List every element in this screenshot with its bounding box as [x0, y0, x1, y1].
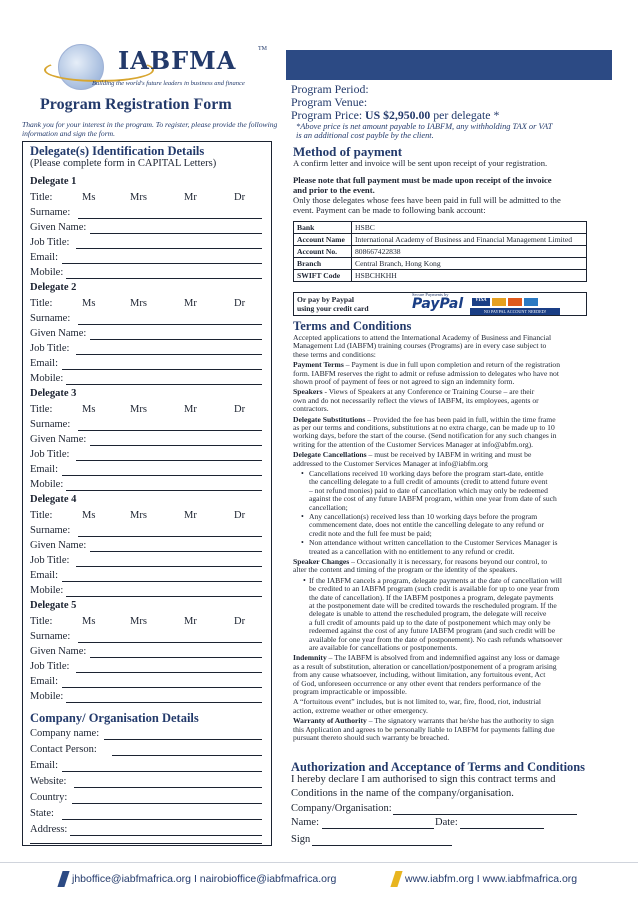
terms-line: as a result of substitution, alteration or cancellation/postponement of a program arising [293, 661, 557, 671]
terms-line: these terms and conditions: [293, 349, 376, 359]
logo-name: IABFMA [118, 46, 237, 75]
delegate-input-line[interactable] [90, 657, 262, 658]
header-banner [286, 50, 612, 80]
terms-line: Accepted applications to attend the International Academy of Business and Financial [293, 333, 552, 342]
terms-text: - Views of Speakers at any Conference or Training Course – are their [322, 387, 535, 397]
delegate-input-line[interactable] [66, 702, 262, 703]
payment-confirm: A confirm letter and invoice will be sent upon receipt of your registration. [293, 158, 548, 168]
intro-text: Thank you for your interest in the program. To register, please provide the following information and sign the form. [22, 120, 278, 138]
terms-line: as per our terms and conditions, substitutions at no extra charge, can be made up to 10 [293, 423, 555, 432]
field-label: Given Name: [30, 434, 87, 445]
field-label: Surname: [30, 419, 71, 430]
title-label: Title: [30, 404, 53, 415]
bullet-icon: • [301, 469, 304, 478]
bullet-line: redeemed against the cost of any future IABFM program (and such credit will be [309, 626, 556, 636]
authorization-heading: Authorization and Acceptance of Terms and Conditions [291, 760, 585, 774]
terms-bold-lead: Warranty of Authority [293, 716, 367, 726]
terms-line: working days, before the start of the course. (Send notification for any such changes in [293, 431, 557, 441]
bullet-icon: • [301, 512, 304, 521]
footer-divider [0, 862, 638, 863]
bank-details-table [293, 221, 587, 282]
auth-sign-label: Sign [291, 834, 311, 845]
authorization-line-2: Conditions in the name of the company/organisation. [291, 788, 514, 799]
footer-websites: www.iabfm.org I www.iabfmafrica.org [405, 873, 578, 885]
program-period-label: Program Period: [291, 82, 369, 96]
field-label: Job Title: [30, 661, 70, 672]
page-title: Program Registration Form [40, 96, 232, 113]
bank-key: Branch [294, 258, 352, 270]
title-label: Title: [30, 192, 53, 203]
delegate-input-line[interactable] [66, 490, 262, 491]
bank-row [294, 234, 587, 246]
terms-line: Management Ltd (IABFM) training courses (Programs) are in every case subject to [293, 341, 547, 351]
bank-key: Bank [294, 222, 352, 234]
bullet-line: be credited to an IABFM program (such credit is available for up to one year from [309, 584, 560, 594]
delegates-subheading: (Please complete form in CAPITAL Letters) [30, 158, 217, 169]
bank-value: International Academy of Business and Financial Management Limited [352, 234, 587, 246]
company-heading: Company/ Organisation Details [30, 711, 199, 725]
field-label: Mobile: [30, 585, 64, 596]
terms-text: – Provided the fee has been paid in full, within the time frame [365, 414, 556, 424]
delegate-heading: Delegate 3 [30, 388, 77, 399]
paypal-logo: PayPal [412, 296, 464, 312]
field-label: Surname: [30, 525, 71, 536]
field-label: Given Name: [30, 222, 87, 233]
program-price-value: US $2,950.00 [365, 108, 431, 122]
bank-row [294, 246, 587, 258]
delegates-heading: Delegate(s) Identification Details [30, 144, 205, 158]
payment-note-1: Only those delegates whose fees have been paid in full will be admitted to the [293, 195, 561, 205]
title-option-ms[interactable]: Ms [82, 192, 96, 203]
bullet-line: the date of cancellation). If the IABFM postpones a program, delegate payments [309, 592, 554, 602]
bullet-icon: • [303, 575, 306, 585]
mastercard-icon [492, 298, 506, 306]
terms-bold-lead: Indemnity [293, 653, 327, 663]
delegate-input-line[interactable] [66, 278, 262, 279]
terms-line: shown proof of payment of fees or not agreed to sign an indemnity form. [293, 377, 515, 386]
terms-line: A “fortuitous event” includes, but is not limited to, war, fire, flood, riot, industrial [293, 697, 541, 707]
bank-row [294, 258, 587, 270]
bank-key: SWIFT Code [294, 270, 352, 282]
bullet-line: Any cancellation(s) received less than 10 working days before the program [309, 512, 538, 521]
title-option-mr[interactable]: Mr [184, 510, 197, 521]
delegate-input-line[interactable] [90, 339, 262, 340]
terms-line: writing for the attention of the Customer Services Manager at info@abfm.org). [293, 439, 534, 449]
delegate-input-line[interactable] [76, 460, 262, 461]
bullet-line: are available for cancellations or postponements. [309, 643, 458, 652]
delegate-input-line[interactable] [76, 672, 262, 673]
title-option-mrs[interactable]: Mrs [130, 192, 147, 203]
delegate-input-line[interactable] [76, 248, 262, 249]
terms-line: action, extreme weather or other emergency. [293, 705, 428, 715]
payment-note-2: event. Payment can be made to following bank account: [293, 205, 486, 215]
authorization-line-1: I hereby declare I am authorised to sign this contract terms and [291, 774, 556, 785]
title-option-mrs[interactable]: Mrs [130, 298, 147, 309]
field-label: Job Title: [30, 449, 70, 460]
paypal-line-1: Or pay by Paypal [297, 295, 355, 304]
program-price [291, 108, 499, 123]
field-label: Surname: [30, 313, 71, 324]
field-label: Job Title: [30, 343, 70, 354]
terms-bold-lead: Delegate Cancellations [293, 450, 367, 460]
delegate-input-line[interactable] [62, 263, 262, 264]
terms-line: of God, unforeseen occurrence or any other event that renders performance of the [293, 678, 541, 688]
logo-tagline: Building the world's future leaders in business and finance [92, 80, 245, 87]
terms-text: – must be received by IABFM in writing and must be [366, 450, 532, 460]
terms-line: contractors. [293, 404, 329, 414]
title-option-dr[interactable]: Dr [234, 192, 246, 203]
field-label: Given Name: [30, 646, 87, 657]
terms-line: from any cause whatsoever, including, without limitation, any fortuitous event, Act [293, 670, 546, 680]
delegate-input-line[interactable] [62, 581, 262, 582]
terms-heading: Terms and Conditions [293, 319, 412, 333]
field-label: Job Title: [30, 237, 70, 248]
auth-company-field[interactable] [393, 814, 577, 815]
price-note-2: is an additional cost payble by the client. [296, 131, 434, 140]
bank-value: HSBC [352, 222, 587, 234]
bullet-line: at the postponement date will be credited towards the rescheduled program. If the [309, 601, 557, 610]
address-extra-line[interactable] [30, 843, 262, 844]
terms-line: own and do not necessarily reflect the views of IABFM, its employees, agents or [293, 395, 539, 405]
terms-line: form. IABFM reserves the right to admit or refuse admission to delegates who have not [293, 368, 559, 378]
title-option-ms[interactable]: Ms [82, 298, 96, 309]
auth-date-label: Date: [435, 817, 458, 828]
title-option-ms[interactable]: Ms [82, 616, 96, 627]
delegate-input-line[interactable] [62, 687, 262, 688]
delegate-input-line[interactable] [78, 536, 262, 537]
field-label: Given Name: [30, 328, 87, 339]
terms-text: – The signatory warrants that he/she has the authority to sign [366, 716, 554, 726]
title-option-dr[interactable]: Dr [234, 298, 246, 309]
bullet-icon: • [301, 538, 304, 548]
terms-line: program impracticable or impossible. [293, 687, 407, 696]
delegate-input-line[interactable] [76, 566, 262, 567]
terms-bold-lead: Payment Terms [293, 360, 344, 370]
footer-emails: jhboffice@iabfmafrica.org I nairobioffice@iabfmafrica.org [72, 873, 337, 885]
company-input-line[interactable] [104, 739, 262, 740]
delegate-heading: Delegate 1 [30, 176, 77, 187]
field-label: Surname: [30, 631, 71, 642]
terms-bold-lead: Speaker Changes [293, 557, 350, 566]
payment-note-bold-2: and prior to the event. [293, 185, 375, 195]
delegate-heading: Delegate 5 [30, 600, 77, 611]
company-field-label: Address: [30, 824, 68, 835]
title-label: Title: [30, 510, 53, 521]
company-input-line[interactable] [112, 755, 262, 756]
field-label: Surname: [30, 207, 71, 218]
footer-slash-icon [57, 871, 69, 887]
paypal-line-2: using your credit card [297, 304, 369, 313]
delegate-input-line[interactable] [62, 369, 262, 370]
auth-company-label: Company/Organisation: [291, 803, 392, 814]
title-option-mr[interactable]: Mr [184, 616, 197, 627]
company-field-label: State: [30, 808, 54, 819]
bullet-line: credit note and the full fee must be paid; [309, 528, 432, 538]
delegate-input-line[interactable] [78, 324, 262, 325]
terms-line: this Application and agrees to be personally liable to IABFM for payments falling due [293, 724, 555, 734]
terms-bold-lead: Speakers [293, 387, 323, 397]
field-label: Mobile: [30, 373, 64, 384]
terms-line: addressed to the Customer Services Manager at info@iabfm.org [293, 458, 488, 468]
delegate-input-line[interactable] [66, 596, 262, 597]
terms-text: – Payment is due in full upon completion and return of the registration [343, 360, 561, 370]
field-label: Mobile: [30, 691, 64, 702]
bank-key: Account Name [294, 234, 352, 246]
company-input-line[interactable] [62, 819, 262, 820]
bullet-line: cancellation; [309, 502, 348, 512]
discover-card-icon [508, 298, 522, 306]
company-input-line[interactable] [62, 771, 262, 772]
program-price-suffix: per delegate * [433, 108, 500, 122]
title-option-dr[interactable]: Dr [234, 404, 246, 415]
title-option-mrs[interactable]: Mrs [130, 404, 147, 415]
field-label: Mobile: [30, 479, 64, 490]
auth-name-label: Name: [291, 817, 319, 828]
terms-bold-lead: Delegate Substitutions [293, 414, 366, 424]
bank-value: HSBCHKHH [352, 270, 587, 282]
no-account-badge: NO PAYPAL ACCOUNT NEEDED! [470, 308, 560, 315]
field-label: Email: [30, 252, 58, 263]
bullet-line: available for one year from the date of postponement). No cash refunds whatsoever [309, 634, 563, 644]
bullet-line: a full credit of amounts paid up to the date of postponement which may only be [309, 617, 551, 627]
title-label: Title: [30, 616, 53, 627]
company-input-line[interactable] [70, 835, 262, 836]
bank-value: 808667422838 [352, 246, 587, 258]
terms-line: pursuant thereto should such warranty be breached. [293, 733, 450, 742]
bullet-line: Non attendance without written cancellation to the Customer Services Manager is [309, 538, 558, 548]
company-field-label: Website: [30, 776, 67, 787]
title-option-mr[interactable]: Mr [184, 298, 197, 309]
company-field-label: Country: [30, 792, 68, 803]
company-input-line[interactable] [72, 803, 262, 804]
title-option-ms[interactable]: Ms [82, 404, 96, 415]
delegate-input-line[interactable] [90, 551, 262, 552]
company-field-label: Contact Person: [30, 744, 97, 755]
terms-line: alter the content and timing of the program or the identity of the speakers. [293, 565, 518, 575]
field-label: Mobile: [30, 267, 64, 278]
delegate-input-line[interactable] [90, 233, 262, 234]
field-label: Email: [30, 570, 58, 581]
bullet-line: If the IABFM cancels a program, delegate payments at the date of cancellation will [309, 575, 563, 585]
title-option-mrs[interactable]: Mrs [130, 616, 147, 627]
delegate-input-line[interactable] [62, 475, 262, 476]
paypal-secure: Secure Payments by [412, 292, 449, 297]
title-option-ms[interactable]: Ms [82, 510, 96, 521]
delegate-heading: Delegate 2 [30, 282, 77, 293]
company-input-line[interactable] [74, 787, 262, 788]
title-option-mr[interactable]: Mr [184, 404, 197, 415]
delegate-input-line[interactable] [78, 642, 262, 643]
terms-text: – Occasionally it is necessary, for reasons beyond our control, to [349, 557, 548, 566]
visa-card-icon: VISA [472, 298, 490, 306]
bank-key: Account No. [294, 246, 352, 258]
title-option-dr[interactable]: Dr [234, 616, 246, 627]
price-note-1: *Above price is net amount payable to IABFM, any withholding TAX or VAT [296, 122, 553, 131]
bullet-line: treated as a cancellation with no entitlement to any refund or credit. [309, 546, 515, 556]
logo [40, 40, 280, 100]
field-label: Given Name: [30, 540, 87, 551]
title-label: Title: [30, 298, 53, 309]
payment-heading: Method of payment [293, 144, 403, 159]
bullet-line: against the cost of any future IABFM program, within one year from date of such [309, 494, 557, 504]
bank-row [294, 270, 587, 282]
bullet-line: – not refund monies) paid to date of cancellation which may only be redeemed [309, 485, 548, 495]
auth-name-field[interactable] [322, 828, 434, 829]
bank-value: Central Branch, Hong Kong [352, 258, 587, 270]
logo-trademark: TM [258, 46, 267, 52]
bullet-line: delegate is unable to attend the rescheduled program, the delegate will receive [309, 609, 547, 619]
program-venue-label: Program Venue: [291, 95, 368, 109]
terms-text: – The IABFM is absolved from and indemnified against any loss or damage [326, 653, 560, 663]
delegate-input-line[interactable] [90, 445, 262, 446]
field-label: Email: [30, 464, 58, 475]
paypal-box [293, 292, 587, 316]
delegate-input-line[interactable] [76, 354, 262, 355]
delegate-input-line[interactable] [66, 384, 262, 385]
payment-note-bold-1: Please note that full payment must be made upon receipt of the invoice [293, 175, 552, 185]
company-field-label: Email: [30, 760, 58, 771]
program-price-label: Program Price: [291, 108, 363, 122]
title-option-mr[interactable]: Mr [184, 192, 197, 203]
auth-sign-field[interactable] [312, 845, 452, 846]
bullet-line: commencement date, does not entitle the cancelling delegate to any refund or [309, 520, 544, 530]
bank-row [294, 222, 587, 234]
field-label: Email: [30, 358, 58, 369]
auth-date-field[interactable] [460, 828, 544, 829]
delegate-input-line[interactable] [78, 430, 262, 431]
field-label: Email: [30, 676, 58, 687]
bullet-line: Cancellations received 10 working days before the program start-date, entitle [309, 469, 544, 478]
field-label: Job Title: [30, 555, 70, 566]
delegate-input-line[interactable] [78, 218, 262, 219]
title-option-dr[interactable]: Dr [234, 510, 246, 521]
delegate-heading: Delegate 4 [30, 494, 77, 505]
company-field-label: Company name: [30, 728, 100, 739]
amex-card-icon [524, 298, 538, 306]
bullet-line: the cancelling delegate to a full credit of amounts (credit to attend future event [309, 477, 548, 487]
footer-slash-icon-gold [390, 871, 402, 887]
title-option-mrs[interactable]: Mrs [130, 510, 147, 521]
